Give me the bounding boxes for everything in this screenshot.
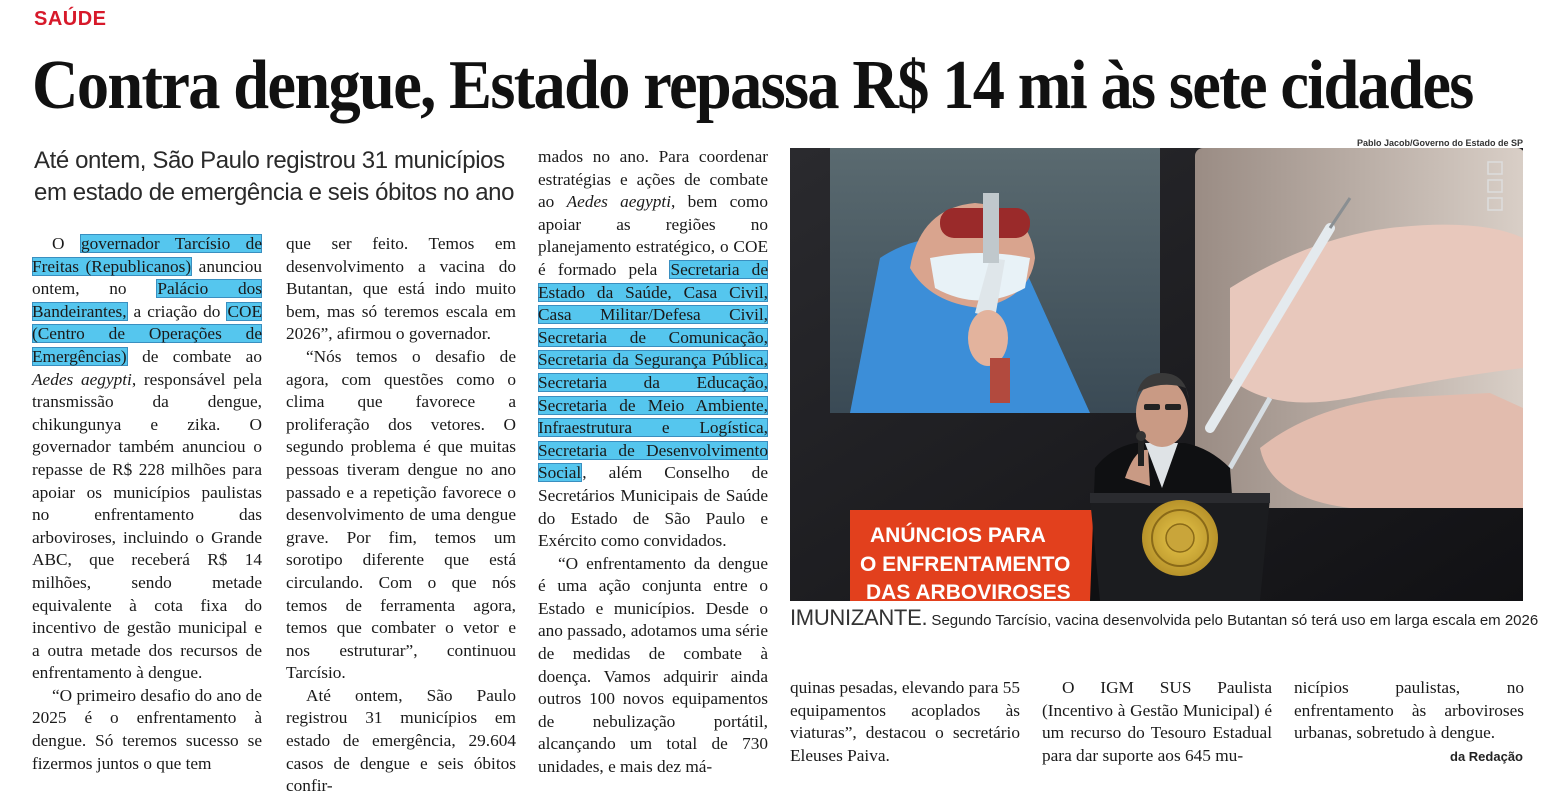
photo-credit: Pablo Jacob/Governo do Estado de SP	[1356, 138, 1523, 148]
news-photo	[790, 148, 1523, 601]
species-name: Aedes aegypti	[32, 369, 132, 389]
byline: da Redação	[1450, 749, 1523, 764]
highlight-coe: COE (Centro de Operações de Emergências)	[32, 301, 262, 366]
text-run: anunciou ontem, no	[32, 256, 263, 299]
caption-text: Segundo Tarcísio, vacina desenvolvida pelo Butantan só terá uso em larga escala em 2026	[927, 612, 1539, 629]
text-run: a criação do	[127, 301, 227, 321]
caption-lead: IMUNIZANTE.	[790, 605, 928, 630]
banner-line-1: ANÚNCIOS PARA	[870, 524, 1046, 547]
subheadline: Até ontem, São Paulo registrou 31 municípios em estado de emergência e seis óbitos no ano	[34, 147, 515, 206]
highlight-palace: Palácio dos Bandeirantes,	[32, 279, 262, 321]
article-column-3	[538, 146, 768, 779]
paragraph: que ser feito. Temos em desenvolvimento a vacina do Butantan, que está indo muito bem, mas só teremos escala em 2026”, afirmou o governador.	[286, 234, 516, 344]
paragraph: Até ontem, São Paulo registrou 31 municípios em estado de emergência, 29.604 casos de dengue e seis óbitos confir-	[286, 685, 516, 796]
paragraph: “O primeiro desafio do ano de 2025 é o enfrentamento à dengue. Só teremos sucesso se fizermos juntos o que tem	[32, 685, 262, 773]
text-run: mados no ano. Para coordenar estratégias e ações de combate ao	[538, 147, 768, 212]
species-name: Aedes aegypti	[566, 192, 671, 212]
highlight-governor: governador Tarcísio de Freitas (Republicanos)	[32, 234, 262, 276]
paragraph	[538, 146, 768, 553]
article-column-5	[1042, 677, 1272, 767]
photo-illustration	[790, 148, 1523, 601]
article-column-1	[32, 233, 262, 775]
text-run: O	[52, 234, 80, 253]
paragraph: “Nós temos o desafio de agora, com questões como o clima que favorece a proliferação dos vetores. O segundo problema é que muitas pessoas tiveram dengue no ano passado e a repetição favorece o desenvolvimento de uma dengue grave. Por fim, temos um sorotipo diferente que está circulando. Com o que nós temos de ferramenta agora, temos que combater o vetor e nos estruturar”, continuou Tarcísio.	[286, 346, 516, 683]
text-run: , responsável pela transmissão da dengue, chikungunya e zika. O governador também anunciou o repasse de R$ 228 milhões para apoiar os municípios paulistas no enfrentamento das arboviroses, incluindo o Grande ABC, que receberá R$ 14 milhões, sendo metade equivalente à cota fixa do incentivo de gestão municipal e a outra metade dos recursos de enfrentamento à dengue.	[32, 369, 262, 683]
article-column-6	[1294, 677, 1524, 745]
banner-line-3: DAS ARBOVIROSES	[866, 581, 1071, 601]
paragraph: quinas pesadas, elevando para 55 equipamentos acoplados às viaturas”, destacou o secretário Eleuses Paiva.	[790, 678, 1020, 765]
highlight-secretariats: Secretaria de Estado da Saúde, Casa Civil, Casa Militar/Defesa Civil, Secretaria de Comunicação, Secretaria da Segurança Pública, Secretaria da Educação, Secretaria de Meio Ambiente, Infraestrutura e Logística, Secretaria de Desenvolvimento Social	[538, 259, 768, 483]
text-run: , além Conselho de Secretários Municipais de Saúde do Estado de São Paulo e Exército como convidados.	[538, 463, 768, 551]
headline: Contra dengue, Estado repassa R$ 14 mi às sete cidades	[32, 47, 1473, 124]
paragraph	[32, 233, 262, 685]
text-run: , bem como apoiar as regiões no planejamento estratégico, o COE é formado pela	[538, 192, 769, 279]
paragraph: nicípios paulistas, no enfrentamento às arboviroses urbanas, sobretudo à dengue.	[1294, 678, 1524, 743]
article-column-2	[286, 233, 516, 798]
section-label: SAÚDE	[34, 8, 107, 30]
text-run: de combate ao	[127, 346, 262, 366]
paragraph: O IGM SUS Paulista (Incentivo à Gestão Municipal) é um recurso do Tesouro Estadual para dar suporte aos 645 mu-	[1042, 678, 1272, 765]
photo-caption	[790, 605, 1539, 633]
article-column-4	[790, 677, 1020, 767]
banner-line-2: O ENFRENTAMENTO	[860, 553, 1071, 576]
paragraph: “O enfrentamento da dengue é uma ação conjunta entre o Estado e municípios. Desde o ano passado, adotamos uma série de medidas de combate à doença. Vamos adquirir ainda outros 100 novos equipamentos de nebulização portátil, alcançando um total de 730 unidades, e mais dez má-	[538, 553, 768, 777]
